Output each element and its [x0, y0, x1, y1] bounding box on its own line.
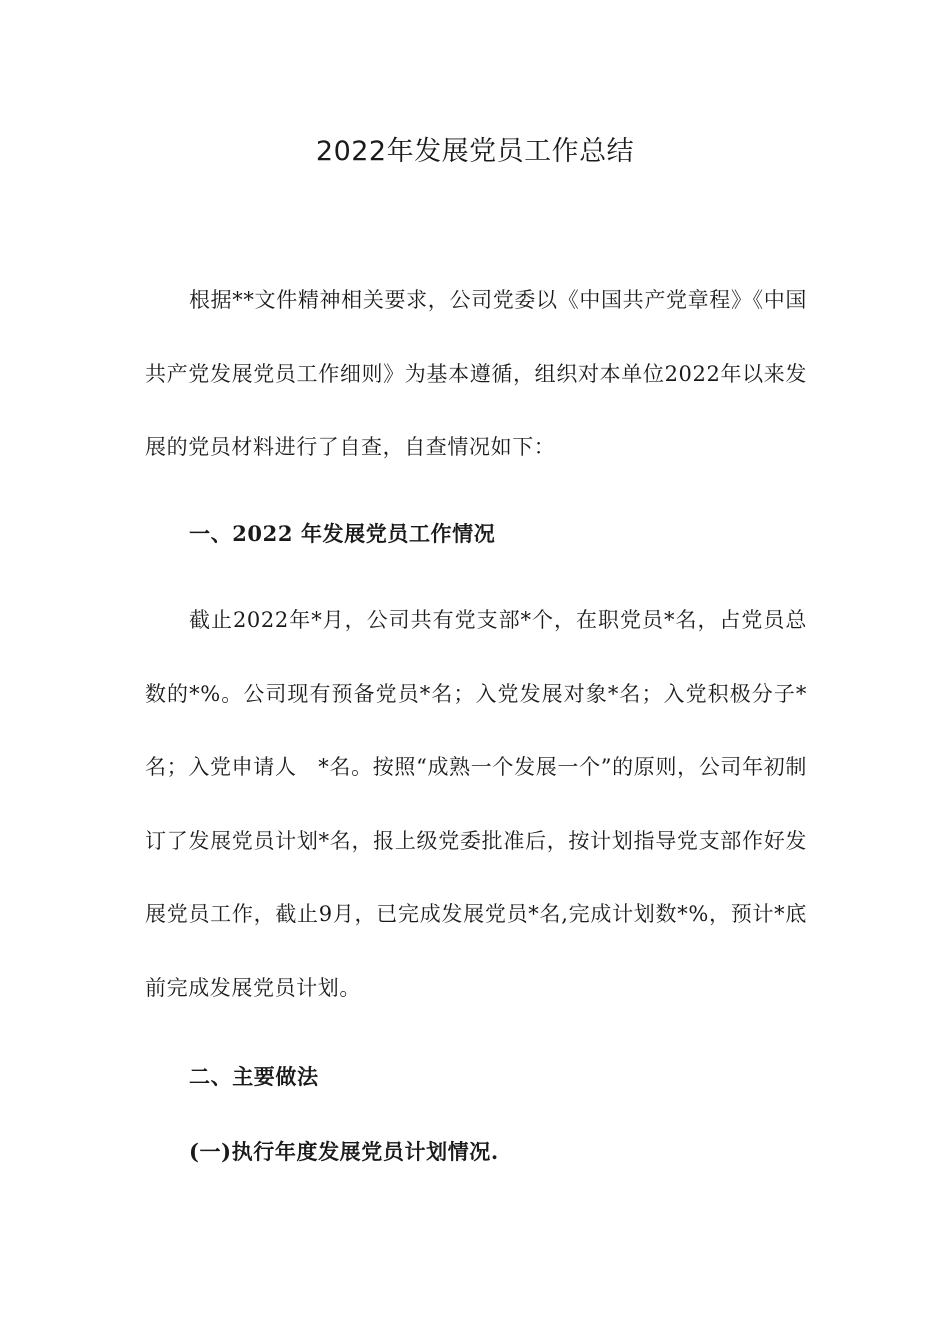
status-paragraph: 截止2022年*月，公司共有党支部*个，在职党员*名，占党员总数的*%。公司现有预备党员*名；入党发展对象*名；入党积极分子*名；入党申请人 *名。按照“成熟一个发展一个”的原则，公司年初制订了发展党员计划*名，报上级党委批准后，按计划指导党支部作好发展党员工作，截止9月，已完成发展党员*名,完成计划数*%，预计*底前完成发展党员计划。	[145, 608, 807, 1000]
subsection-heading-1: (一)执行年度发展党员计划情况.	[189, 1139, 499, 1164]
section-heading-2: 二、主要做法	[189, 1064, 319, 1089]
section-heading-1: 一、2022 年发展党员工作情况	[189, 521, 496, 546]
intro-paragraph: 根据**文件精神相关要求，公司党委以《中国共产党章程》《中国共产党发展党员工作细则》为基本遵循，组织对本单位2022年以来发展的党员材料进行了自查，自查情况如下：	[145, 288, 807, 459]
document-title: 2022年发展党员工作总结	[315, 136, 635, 167]
